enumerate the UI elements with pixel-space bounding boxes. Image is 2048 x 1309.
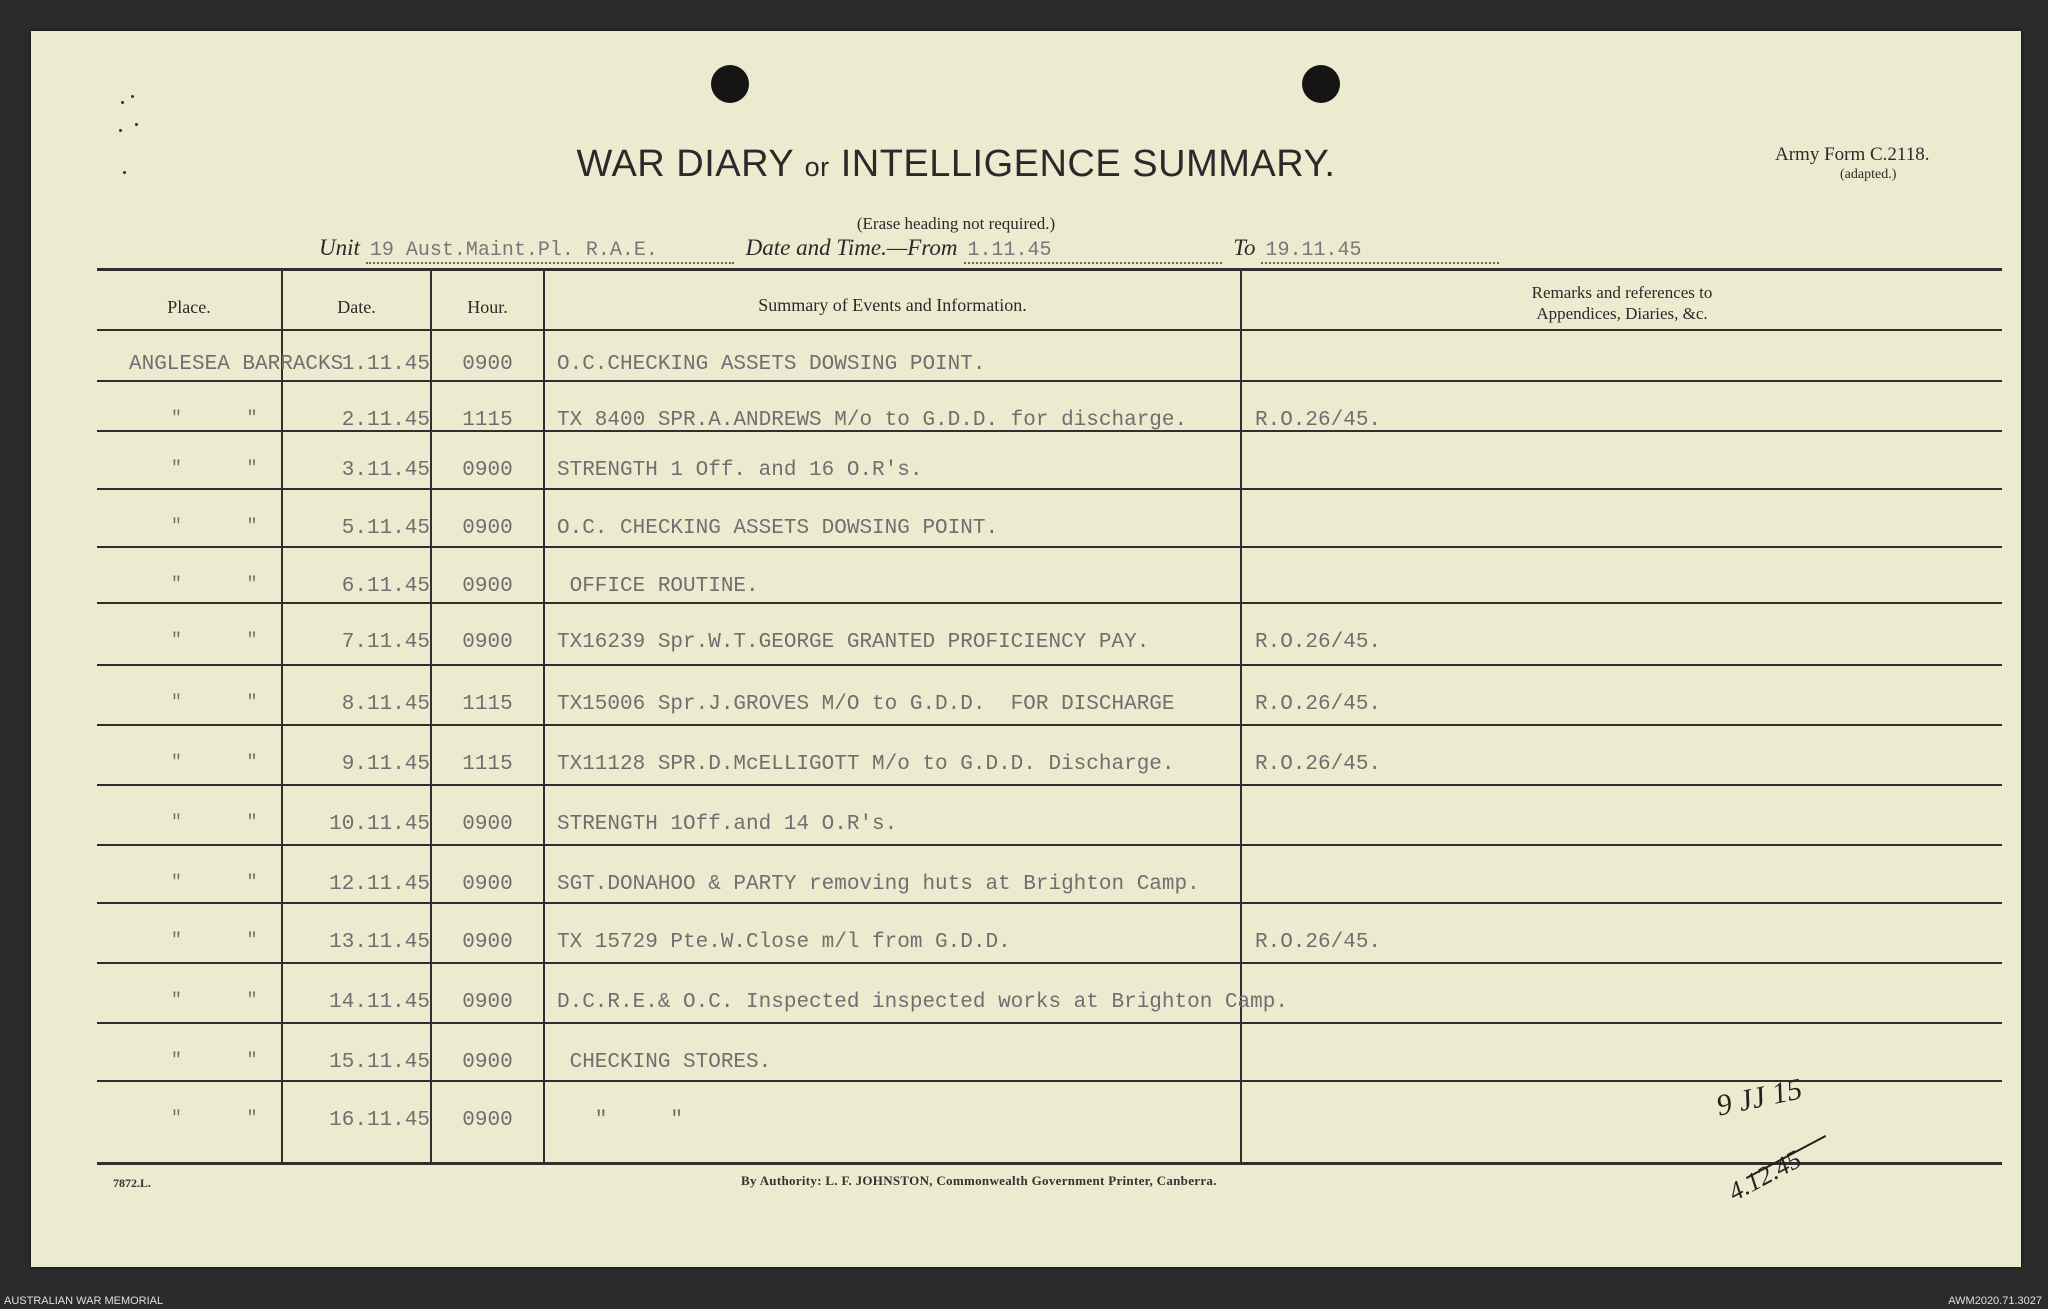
- row-hour: 0900: [462, 1109, 513, 1132]
- row-hour: 0900: [462, 931, 513, 954]
- row-rule: [97, 902, 2002, 904]
- row-date: 13.11.45: [329, 931, 430, 954]
- row-remark: R.O.26/45.: [1255, 409, 1382, 432]
- row-place-ditto: " ": [171, 1051, 258, 1071]
- army-form-label: Army Form C.2118.: [1775, 144, 1930, 165]
- row-date: 2.11.45: [341, 409, 430, 432]
- date-label: Date and Time.—From: [745, 235, 958, 260]
- row-hour: 1115: [462, 753, 513, 776]
- remarks-line2: Appendices, Diaries, &c.: [1536, 304, 1708, 323]
- row-rule: [97, 664, 2002, 666]
- unit-label: Unit: [319, 235, 360, 260]
- unit-line: [319, 235, 1505, 264]
- row-rule: [97, 724, 2002, 726]
- handwritten-initials: 9 JJ 15: [1713, 1072, 1806, 1123]
- army-form-sub: (adapted.): [1840, 167, 1897, 182]
- archive-label: AUSTRALIAN WAR MEMORIAL: [4, 1295, 164, 1307]
- row-place-ditto: " ": [171, 931, 258, 951]
- row-hour: 1115: [462, 409, 513, 432]
- punch-hole-right: [1302, 65, 1340, 103]
- row-place-ditto: " ": [171, 631, 258, 651]
- row-rule: [97, 962, 2002, 964]
- row-date: 15.11.45: [329, 1051, 430, 1074]
- row-hour: 0900: [462, 991, 513, 1014]
- unit-value: 19 Aust.Maint.Pl. R.A.E.: [366, 239, 734, 264]
- row-summary: CHECKING STORES.: [557, 1051, 772, 1074]
- row-place-ditto: " ": [171, 459, 258, 479]
- title-part1: WAR DIARY: [576, 143, 794, 185]
- row-date: 7.11.45: [341, 631, 430, 654]
- row-hour: 0900: [462, 813, 513, 836]
- row-hour: 0900: [462, 575, 513, 598]
- row-date: 16.11.45: [329, 1109, 430, 1132]
- row-rule: [97, 784, 2002, 786]
- row-hour: 0900: [462, 1051, 513, 1074]
- row-date: 1.11.45: [341, 353, 430, 376]
- row-rule: [97, 380, 2002, 382]
- row-summary: OFFICE ROUTINE.: [557, 575, 759, 598]
- header-rule: [97, 329, 2002, 331]
- row-place-ditto: " ": [171, 693, 258, 713]
- row-place-ditto: " ": [171, 1109, 258, 1129]
- col-rule-4: [1240, 271, 1242, 1163]
- row-date: 10.11.45: [329, 813, 430, 836]
- row-summary: O.C.CHECKING ASSETS DOWSING POINT.: [557, 353, 986, 376]
- row-rule: [97, 1022, 2002, 1024]
- col-rule-1: [281, 271, 283, 1163]
- row-date: 14.11.45: [329, 991, 430, 1014]
- title-or: or: [804, 152, 830, 182]
- col-header-summary: Summary of Events and Information.: [758, 295, 1027, 315]
- row-place-ditto: " ": [171, 813, 258, 833]
- row-summary: TX11128 SPR.D.McELLIGOTT M/o to G.D.D. Discharge.: [557, 753, 1175, 776]
- row-remark: R.O.26/45.: [1255, 931, 1382, 954]
- row-rule: [97, 546, 2002, 548]
- table-top-rule: [97, 268, 2002, 271]
- col-header-remarks: [1242, 282, 2002, 324]
- form-number: 7872.L.: [113, 1176, 152, 1190]
- row-rule: [97, 1080, 2002, 1082]
- row-summary: O.C. CHECKING ASSETS DOWSING POINT.: [557, 517, 999, 540]
- row-date: 6.11.45: [341, 575, 430, 598]
- row-date: 8.11.45: [341, 693, 430, 716]
- title-part2: INTELLIGENCE SUMMARY.: [840, 143, 1336, 185]
- row-rule: [97, 602, 2002, 604]
- punch-hole-left: [711, 65, 749, 103]
- row-date: 12.11.45: [329, 873, 430, 896]
- row-hour: 0900: [462, 873, 513, 896]
- diary-sheet: [31, 31, 2021, 1267]
- row-summary: TX 15729 Pte.W.Close m/l from G.D.D.: [557, 931, 1011, 954]
- row-remark: R.O.26/45.: [1255, 753, 1382, 776]
- from-value: 1.11.45: [964, 239, 1222, 264]
- row-hour: 0900: [462, 459, 513, 482]
- row-hour: 0900: [462, 353, 513, 376]
- handwritten-date: 4.12.45: [1723, 1144, 1807, 1207]
- row-summary: STRENGTH 1 Off. and 16 O.R's.: [557, 459, 923, 482]
- col-header-hour: Hour.: [467, 297, 508, 317]
- col-rule-2: [430, 271, 432, 1163]
- row-rule: [97, 844, 2002, 846]
- to-label: To: [1233, 235, 1256, 260]
- row-place-ditto: " ": [171, 753, 258, 773]
- row-date: 3.11.45: [341, 459, 430, 482]
- page-subtitle: (Erase heading not required.): [856, 214, 1056, 233]
- printer-authority: By Authority: L. F. JOHNSTON, Commonwealth Government Printer, Canberra.: [741, 1173, 1217, 1188]
- row-summary: SGT.DONAHOO & PARTY removing huts at Brighton Camp.: [557, 873, 1200, 896]
- row-place-ditto: " ": [171, 991, 258, 1011]
- row-place-ditto: " ": [171, 517, 258, 537]
- col-rule-3: [543, 271, 545, 1163]
- remarks-line1: Remarks and references to: [1531, 283, 1713, 302]
- row-place-ditto: " ": [171, 409, 258, 429]
- row-summary: " ": [557, 1109, 684, 1132]
- row-summary: TX15006 Spr.J.GROVES M/O to G.D.D. FOR DISCHARGE: [557, 693, 1175, 716]
- row-rule: [97, 488, 2002, 490]
- row-place: ANGLESEA BARRACKS: [129, 353, 344, 376]
- row-date: 9.11.45: [341, 753, 430, 776]
- row-date: 5.11.45: [341, 517, 430, 540]
- col-header-date: Date.: [337, 297, 376, 317]
- row-summary: TX 8400 SPR.A.ANDREWS M/o to G.D.D. for discharge.: [557, 409, 1188, 432]
- page-title: [31, 143, 1881, 186]
- to-value: 19.11.45: [1261, 239, 1499, 264]
- row-remark: R.O.26/45.: [1255, 631, 1382, 654]
- table-bottom-rule: [97, 1162, 2002, 1165]
- row-hour: 0900: [462, 631, 513, 654]
- row-hour: 0900: [462, 517, 513, 540]
- row-summary: D.C.R.E.& O.C. Inspected inspected works at Brighton Camp.: [557, 991, 1288, 1014]
- archive-reference: AWM2020.71.3027: [1948, 1295, 2042, 1307]
- row-hour: 1115: [462, 693, 513, 716]
- row-summary: TX16239 Spr.W.T.GEORGE GRANTED PROFICIENCY PAY.: [557, 631, 1150, 654]
- row-place-ditto: " ": [171, 873, 258, 893]
- col-header-place: Place.: [167, 297, 211, 317]
- row-place-ditto: " ": [171, 575, 258, 595]
- row-summary: STRENGTH 1Off.and 14 O.R's.: [557, 813, 898, 836]
- row-remark: R.O.26/45.: [1255, 693, 1382, 716]
